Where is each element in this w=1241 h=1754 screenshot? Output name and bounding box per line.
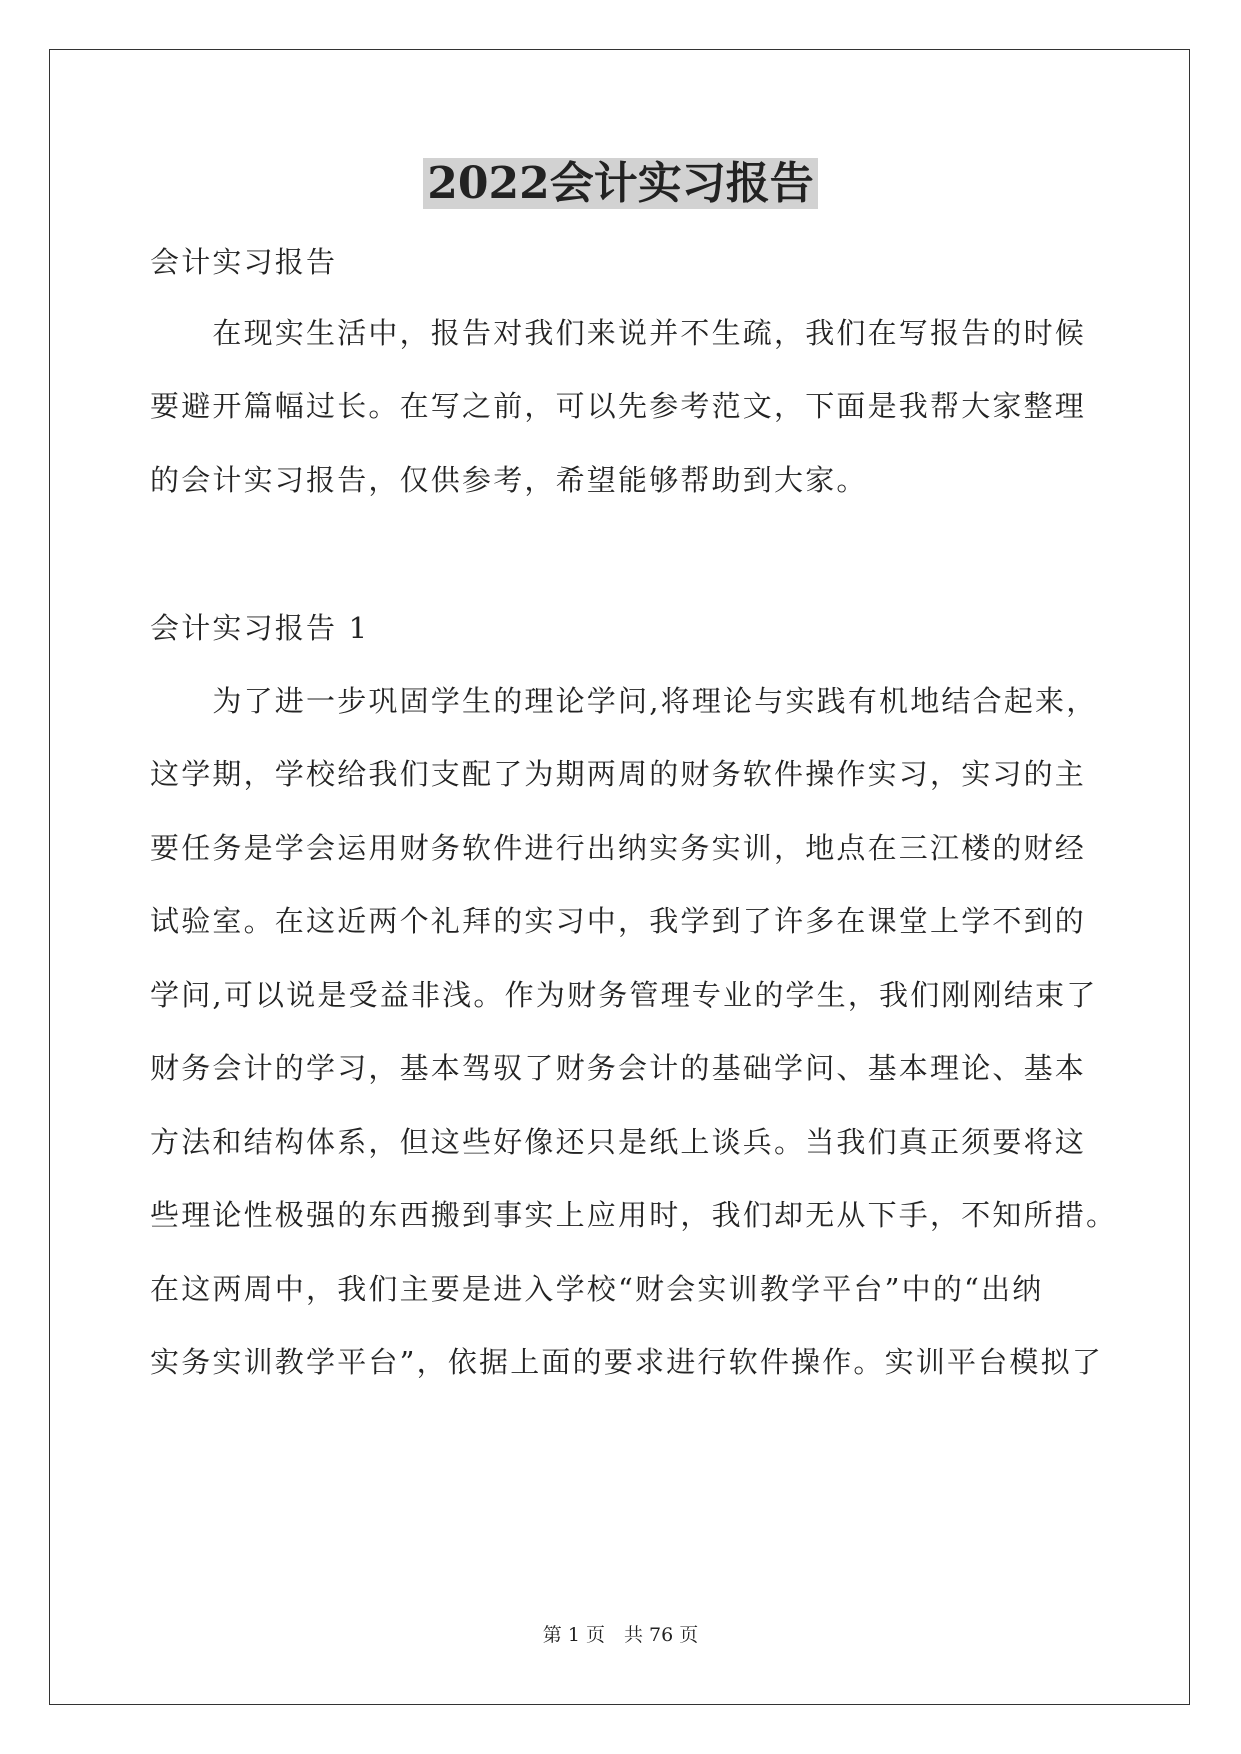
body-line-4: 试验室。在这近两个礼拜的实习中，我学到了许多在课堂上学不到的 bbox=[150, 904, 1087, 938]
document-title bbox=[0, 154, 1241, 214]
body-line-8: 些理论性极强的东西搬到事实上应用时，我们却无从下手，不知所措。 bbox=[150, 1198, 1118, 1232]
body-line-9: 在这两周中，我们主要是进入学校“财会实训教学平台”中的“出纳 bbox=[150, 1272, 1044, 1306]
body-line-5: 学问,可以说是受益非浅。作为财务管理专业的学生，我们刚刚结束了 bbox=[150, 978, 1098, 1012]
body-line-2: 这学期，学校给我们支配了为期两周的财务软件操作实习，实习的主 bbox=[150, 757, 1087, 791]
intro-line-2: 要避开篇幅过长。在写之前，可以先参考范文，下面是我帮大家整理 bbox=[150, 389, 1087, 423]
page-number-footer: 第 1 页 共 76 页 bbox=[542, 1624, 699, 1646]
intro-line-1: 在现实生活中，报告对我们来说并不生疏，我们在写报告的时候 bbox=[150, 316, 1087, 350]
intro-line-3: 的会计实习报告，仅供参考，希望能够帮助到大家。 bbox=[150, 463, 868, 497]
document-title-text: 2022会计实习报告 bbox=[423, 158, 817, 209]
body-line-6: 财务会计的学习，基本驾驭了财务会计的基础学问、基本理论、基本 bbox=[150, 1051, 1087, 1085]
section-heading: 会计实习报告 1 bbox=[150, 611, 370, 645]
body-line-1: 为了进一步巩固学生的理论学问,将理论与实践有机地结合起来， bbox=[150, 684, 1098, 718]
body-line-3: 要任务是学会运用财务软件进行出纳实务实训，地点在三江楼的财经 bbox=[150, 831, 1087, 865]
page-border bbox=[49, 49, 1190, 1705]
body-line-7: 方法和结构体系，但这些好像还只是纸上谈兵。当我们真正须要将这 bbox=[150, 1125, 1087, 1159]
document-subtitle: 会计实习报告 bbox=[150, 245, 338, 279]
body-line-10: 实务实训教学平台”，依据上面的要求进行软件操作。实训平台模拟了 bbox=[150, 1345, 1104, 1379]
